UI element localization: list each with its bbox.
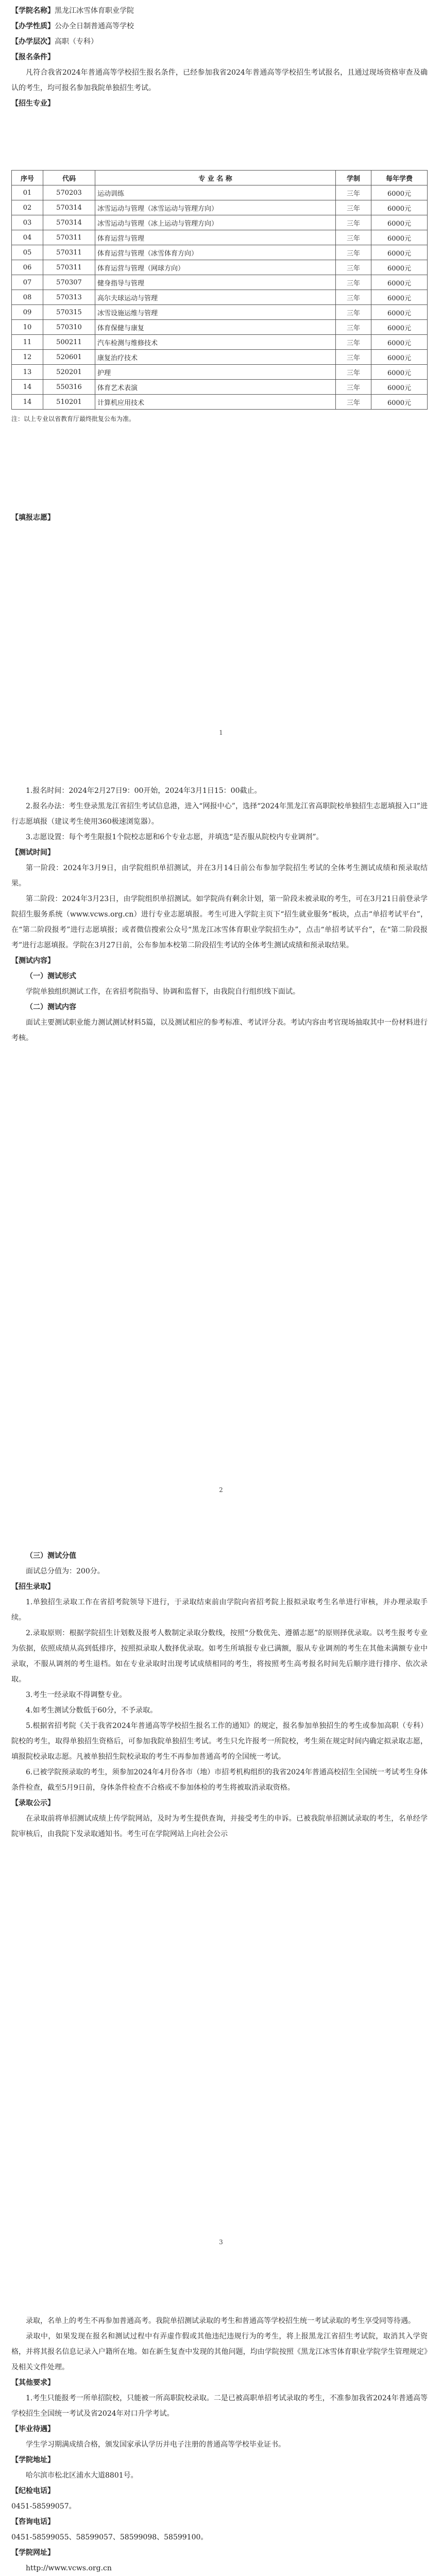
table-cell: 三年 bbox=[336, 185, 371, 200]
p3-para1: 1.单独招生录取工作在省招考院领导下进行，于录取结束前由学院向省招考院上报拟录取考生名单进行审核，并办理录取手续。 bbox=[11, 1598, 428, 1622]
table-cell: 570314 bbox=[43, 215, 95, 230]
table-row bbox=[12, 290, 428, 305]
table-cell: 高尔夫球运动与管理 bbox=[95, 290, 336, 305]
table-cell: 14 bbox=[12, 395, 43, 410]
table-row bbox=[12, 335, 428, 350]
sub-content-heading: （二）测试内容 bbox=[26, 1003, 76, 1011]
table-cell: 三年 bbox=[336, 395, 371, 410]
table-row bbox=[12, 305, 428, 320]
page-number-3: 3 bbox=[219, 2239, 223, 2246]
sub-score-heading: （三）测试分值 bbox=[26, 1552, 76, 1560]
table-cell: 6000元 bbox=[371, 275, 428, 290]
table-cell: 三年 bbox=[336, 365, 371, 380]
table-row bbox=[12, 245, 428, 260]
info-school-level: 【办学层次】高职（专科） bbox=[11, 38, 98, 46]
web-heading: 【学院网址】 bbox=[11, 2549, 55, 2557]
table-cell: 05 bbox=[12, 245, 43, 260]
enroll-table bbox=[11, 170, 428, 410]
table-cell: 6000元 bbox=[371, 320, 428, 335]
table-cell: 09 bbox=[12, 305, 43, 320]
info-school-name: 【学院名称】黑龙江冰雪体育职业学院 bbox=[11, 7, 134, 15]
table-cell: 570314 bbox=[43, 200, 95, 215]
table-cell: 6000元 bbox=[371, 260, 428, 275]
cert-heading: 【毕业待遇】 bbox=[11, 2425, 55, 2433]
col-header-years: 学制 bbox=[336, 171, 371, 185]
table-cell: 6000元 bbox=[371, 215, 428, 230]
test-time-heading: 【测试时间】 bbox=[11, 849, 55, 857]
page-3 bbox=[11, 1548, 428, 1842]
table-cell: 520601 bbox=[43, 350, 95, 365]
info-school-nature: 【办学性质】公办全日制普通高等学校 bbox=[11, 22, 134, 30]
table-cell: 14 bbox=[12, 380, 43, 395]
table-row bbox=[12, 350, 428, 365]
table-cell: 10 bbox=[12, 320, 43, 335]
pub-heading: 【录取公示】 bbox=[11, 1799, 55, 1807]
table-cell: 三年 bbox=[336, 245, 371, 260]
table-row bbox=[12, 230, 428, 245]
table-cell: 计算机应用技术 bbox=[95, 395, 336, 410]
qual-heading: 【报名条件】 bbox=[11, 53, 55, 61]
p4-para1: 录取，名单上的考生不再参加普通高考。我院单招测试录取的考生和普通高等学校招生统一考试录取的考生享受同等待遇。 bbox=[26, 2317, 415, 2325]
table-cell: 三年 bbox=[336, 215, 371, 230]
table-cell: 体育艺术表演 bbox=[95, 380, 336, 395]
table-row bbox=[12, 365, 428, 380]
page-2 bbox=[11, 783, 428, 1046]
major-heading: 【招生专业】 bbox=[11, 99, 55, 108]
table-cell: 体育保健与康复 bbox=[95, 320, 336, 335]
table-row bbox=[12, 215, 428, 230]
table-row bbox=[12, 185, 428, 200]
table-cell: 三年 bbox=[336, 335, 371, 350]
table-cell: 03 bbox=[12, 215, 43, 230]
p3-para4: 4.如考生测试分数低于60分，不予录取。 bbox=[26, 1706, 158, 1715]
p4-para3: 1.考生只能报考一所单招院校，只能被一所高职院校录取。二是已被高职单招考试录取的考生，不准参加我省2024年普通高等学校招生全国统一考试及省2024年对口升学考试。 bbox=[11, 2394, 428, 2418]
table-cell: 汽车检测与维修技术 bbox=[95, 335, 336, 350]
table-cell: 6000元 bbox=[371, 185, 428, 200]
table-cell: 三年 bbox=[336, 290, 371, 305]
table-cell: 6000元 bbox=[371, 380, 428, 395]
table-cell: 12 bbox=[12, 350, 43, 365]
table-cell: 510201 bbox=[43, 395, 95, 410]
table-cell: 6000元 bbox=[371, 365, 428, 380]
table-cell: 6000元 bbox=[371, 350, 428, 365]
table-cell: 6000元 bbox=[371, 395, 428, 410]
table-cell: 07 bbox=[12, 275, 43, 290]
table-cell: 三年 bbox=[336, 320, 371, 335]
table-cell: 570313 bbox=[43, 290, 95, 305]
table-cell: 健身指导与管理 bbox=[95, 275, 336, 290]
table-cell: 体育运营与管理（冰雪体育方向） bbox=[95, 245, 336, 260]
table-cell: 冰雪运动与管理（冰上运动与管理方向） bbox=[95, 215, 336, 230]
p3-para3: 3.考生一经录取不得调整专业。 bbox=[26, 1691, 127, 1699]
table-cell: 6000元 bbox=[371, 245, 428, 260]
p4-para4: 学生学习期满成绩合格，颁发国家承认学历并电子注册的普通高等学校毕业证书。 bbox=[26, 2441, 285, 2449]
table-cell: 三年 bbox=[336, 260, 371, 275]
table-cell: 三年 bbox=[336, 305, 371, 320]
fill-heading: 【填报志愿】 bbox=[11, 514, 55, 522]
table-cell: 570315 bbox=[43, 305, 95, 320]
table-cell: 570310 bbox=[43, 320, 95, 335]
p3-para5: 5.根据省招考院《关于我省2024年普通高等学校招生报名工作的通知》的规定，报名参加单独招生的考生或参加高职（专科）院校的考生，取得单独招生资格后，可参加我院单独招生考试。考生只允许报考一所院校，考生须在规定时间内确定拟录取志愿，填报院校录取志愿。凡被单独招生院校录取的考生不再参加普通高考的全国统一考试。 bbox=[11, 1722, 428, 1761]
table-header-row bbox=[12, 171, 428, 185]
test-content-heading: 【测试内容】 bbox=[11, 957, 55, 965]
table-cell: 11 bbox=[12, 335, 43, 350]
table-cell: 02 bbox=[12, 200, 43, 215]
table-row bbox=[12, 395, 428, 410]
table-cell: 570307 bbox=[43, 275, 95, 290]
sub-form-heading: （一）测试形式 bbox=[26, 972, 76, 980]
p2-para5: 第二阶段：2024年3月23日，由学院组织单招测试。如学院尚有剩余计划，第一阶段未被录取的考生，可在3月21日前登录学院招生服务系统（www.vcws.org.cn）进行专业志愿填报。考生可进入学院主页下“招生就业服务”板块，点击“单招考试平台”，在“第二阶段报考”进行志愿填报；或者微信搜索公众号“黑龙江冰雪体育职业学院招生办”，点击“单招考试平台”，在“第二阶段报考”进行志愿填报。学院在3月27日前，公布参加本校第二阶段招生考试的全体考生测试成绩和预录取结果。 bbox=[11, 895, 428, 950]
table-row bbox=[12, 380, 428, 395]
table-cell: 体育运营与管理 bbox=[95, 230, 336, 245]
table-note: 注：以上专业以省教育厅最终批复公布为准。 bbox=[11, 415, 135, 422]
table-row bbox=[12, 275, 428, 290]
p2-para6: 学院单独组织测试工作，在省招考院指导、协调和监督下，由我院自行组织线下面试。 bbox=[26, 988, 300, 996]
p4-para2: 录取中，如果发现在报名和测试过程中有弄虚作假或其他违纪违规行为的考生，将上报黑龙江省招生考试院，取消其入学资格，并将其报名信息记录入户籍所在地。如在新生复查中发现的其他问题，均由学院按照《黑龙江冰雪体育职业学院学生管理规定》及相关文件处理。 bbox=[11, 2332, 428, 2371]
table-cell: 01 bbox=[12, 185, 43, 200]
table-cell: 08 bbox=[12, 290, 43, 305]
col-header-no: 序号 bbox=[12, 171, 43, 185]
table-cell: 三年 bbox=[336, 380, 371, 395]
p2-para1: 1.报名时间：2024年2月27日9：00开始，2024年3月1日15：00截止。 bbox=[26, 787, 262, 795]
page-number-1: 1 bbox=[219, 729, 223, 736]
table-cell: 6000元 bbox=[371, 290, 428, 305]
disc-heading: 【纪检电话】 bbox=[11, 2487, 55, 2495]
consult-heading: 【咨询电话】 bbox=[11, 2518, 55, 2526]
p4-disc: 0451-58599057。 bbox=[11, 2502, 76, 2511]
p2-para7: 面试主要测试职业能力测试测试材料5篇，以及测试相应的参考标准、考试评分表。考试内容由考官现场抽取其中一份材料进行考核。 bbox=[11, 1019, 428, 1042]
table-cell: 570311 bbox=[43, 260, 95, 275]
table-row bbox=[12, 260, 428, 275]
table-cell: 体育运营与管理（网球方向） bbox=[95, 260, 336, 275]
table-cell: 三年 bbox=[336, 230, 371, 245]
table-cell: 冰雪设施运维与管理 bbox=[95, 305, 336, 320]
p2-para4: 第一阶段：2024年3月9日，由学院组织单招测试，并在3月14日前公布参加学院招生考试的全体考生测试成绩和预录取结果。 bbox=[11, 864, 428, 888]
table-cell: 三年 bbox=[336, 350, 371, 365]
table-cell: 520201 bbox=[43, 365, 95, 380]
col-header-major: 专 业 名 称 bbox=[95, 171, 336, 185]
other-heading: 【其他要求】 bbox=[11, 2379, 55, 2387]
table-cell: 护理 bbox=[95, 365, 336, 380]
table-cell: 04 bbox=[12, 230, 43, 245]
qual-text: 凡符合我省2024年普通高等学校招生报名条件，已经参加我省2024年普通高等学校招生考试报名，且通过现场资格审查及确认的考生，均可报名参加我院单独招生考试。 bbox=[11, 69, 428, 92]
table-cell: 550316 bbox=[43, 380, 95, 395]
p3-score: 面试总分值为：200分。 bbox=[26, 1567, 105, 1575]
p4-consult: 0451-58599055、58599057、58599098、58599100。 bbox=[11, 2533, 208, 2541]
p3-para6: 6.已被学院预录取的考生，须参加2024年4月份各市（地）市招考机构组织的我省2024年普通高校招生全国统一考试考生身体条件检查，截至5月9日前，身体条件检查不合格或不参加体检的考生将被取消录取资格。 bbox=[11, 1768, 428, 1792]
p4-web: http://www.vcws.org.cn bbox=[26, 2564, 112, 2572]
addr-heading: 【学院地址】 bbox=[11, 2456, 55, 2464]
table-cell: 三年 bbox=[336, 200, 371, 215]
table-cell: 6000元 bbox=[371, 230, 428, 245]
table-cell: 康复治疗技术 bbox=[95, 350, 336, 365]
p2-para2: 2.报名办法：考生登录黑龙江省招生考试信息港，进入“网报中心”，选择“2024年黑龙江省高职院校单独招生志愿填报入口”进行志愿填报（建议考生使用360极速浏览器）。 bbox=[11, 802, 428, 826]
p2-para3: 3.志愿设置：每个考生限报1个院校志愿和6个专业志愿，并填选“是否服从院校内专业调剂”。 bbox=[26, 833, 324, 841]
admit-heading: 【招生录取】 bbox=[11, 1583, 55, 1591]
table-cell: 570311 bbox=[43, 230, 95, 245]
table-cell: 500211 bbox=[43, 335, 95, 350]
table-row bbox=[12, 200, 428, 215]
table-cell: 06 bbox=[12, 260, 43, 275]
table-cell: 6000元 bbox=[371, 335, 428, 350]
enroll-table-wrap bbox=[11, 170, 428, 425]
page-4 bbox=[11, 2313, 428, 2576]
page-1 bbox=[11, 3, 428, 111]
table-cell: 13 bbox=[12, 365, 43, 380]
table-row bbox=[12, 320, 428, 335]
table-cell: 6000元 bbox=[371, 200, 428, 215]
table-cell: 570311 bbox=[43, 245, 95, 260]
p3-para2: 2.录取原则：根据学院招生计划数及报考人数制定录取分数线，按照“分数优先、遵循志愿”的原则择优录取。以考生报考专业为依据，依照成绩从高到低排序，按照拟录取人数择优录取。如考生所填报专业已满额，服从专业调剂的考生在其他未满额专业中录取，不服从调剂的考生退档。如在专业录取时出现考试成绩相同的考生，将按照考生高考报名时间先后顺序进行排序、依次录取。 bbox=[11, 1629, 428, 1684]
p3-para7: 在录取前将单招测试成绩上传学院网站，及时为考生提供查询，并接受考生的申诉。已被我院单招测试录取的考生，名单经学院审核后，由我院下发录取通知书。考生可在学院网站上向社会公示 bbox=[11, 1815, 428, 1838]
table-cell: 运动训练 bbox=[95, 185, 336, 200]
col-header-code: 代码 bbox=[43, 171, 95, 185]
table-cell: 三年 bbox=[336, 275, 371, 290]
table-cell: 冰雪运动与管理（冰雪运动与管理方向） bbox=[95, 200, 336, 215]
page-number-2: 2 bbox=[219, 1486, 223, 1494]
col-header-fee: 每年学费 bbox=[371, 171, 428, 185]
table-cell: 570203 bbox=[43, 185, 95, 200]
p4-addr: 哈尔滨市松北区浦水大道8801号。 bbox=[26, 2471, 138, 2480]
table-cell: 6000元 bbox=[371, 305, 428, 320]
